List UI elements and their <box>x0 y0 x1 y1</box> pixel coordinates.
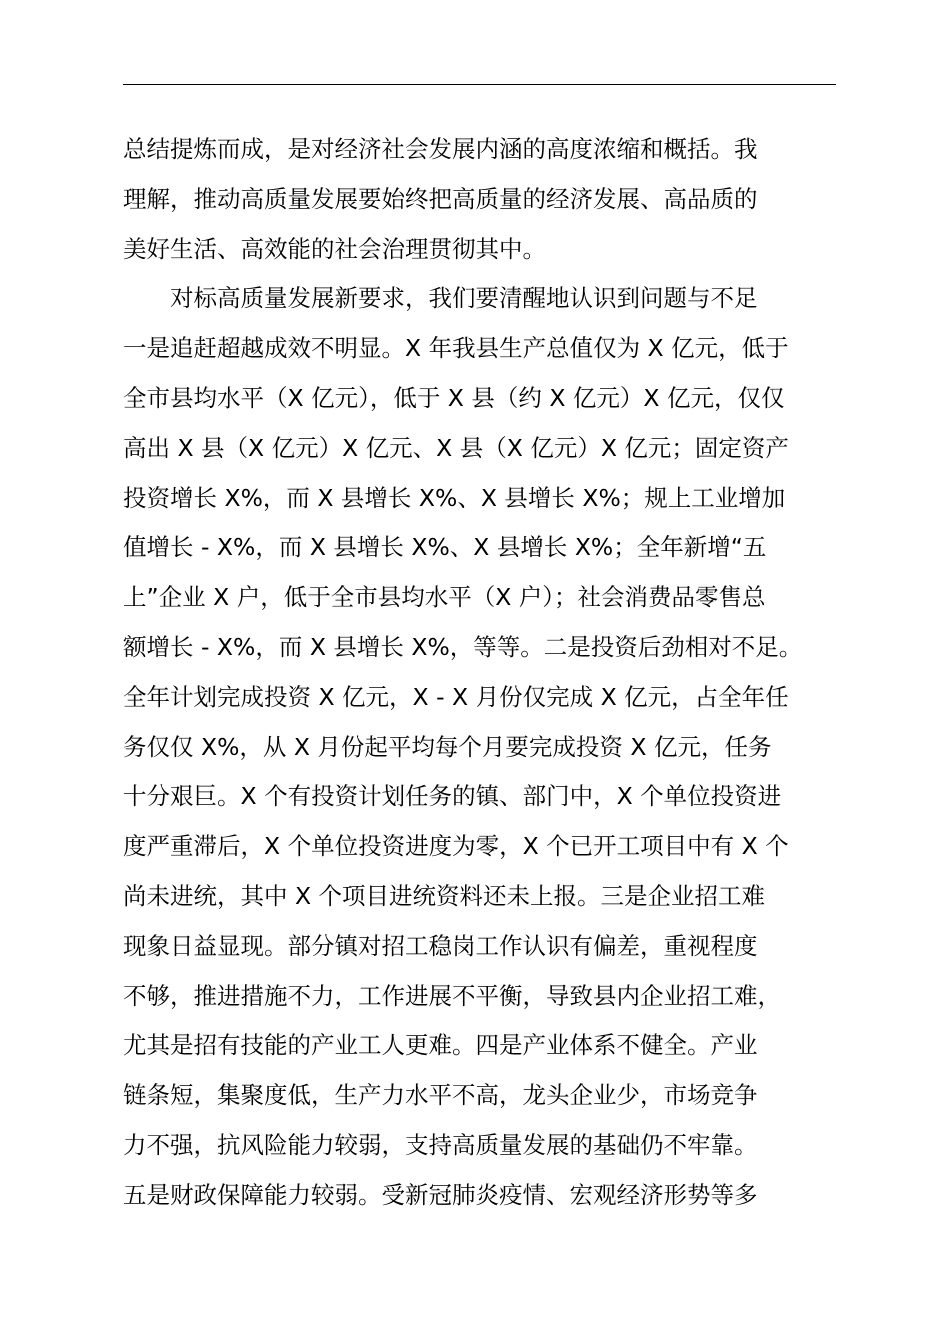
text-line: 高出 X 县（X 亿元）X 亿元、X 县（X 亿元）X 亿元；固定资产 <box>123 433 789 462</box>
text-line: 现象日益显现。部分镇对招工稳岗工作认识有偏差，重视程度 <box>123 931 758 960</box>
text-line: 额增长 - X%，而 X 县增长 X%，等等。二是投资后劲相对不足。 <box>123 632 803 661</box>
text-line: 不够，推进措施不力，工作进展不平衡，导致县内企业招工难， <box>123 981 781 1010</box>
body-text <box>123 125 863 1221</box>
text-line: 全市县均水平（X 亿元），低于 X 县（约 X 亿元）X 亿元，仅仅 <box>123 383 785 412</box>
text-line: 对标高质量发展新要求，我们要清醒地认识到问题与不足 <box>123 284 758 313</box>
text-line: 全年计划完成投资 X 亿元，X - X 月份仅完成 X 亿元，占全年任 <box>123 682 789 711</box>
text-line: 务仅仅 X%，从 X 月份起平均每个月要完成投资 X 亿元，任务 <box>123 732 772 761</box>
text-line: 投资增长 X%，而 X 县增长 X%、X 县增长 X%；规上工业增加 <box>123 483 786 512</box>
text-line: 度严重滞后，X 个单位投资进度为零，X 个已开工项目中有 X 个 <box>123 832 789 861</box>
text-line: 总结提炼而成，是对经济社会发展内涵的高度浓缩和概括。我 <box>123 135 758 163</box>
text-line: 理解，推动高质量发展要始终把高质量的经济发展、高品质的 <box>123 184 758 213</box>
text-line: 五是财政保障能力较弱。受新冠肺炎疫情、宏观经济形势等多 <box>123 1180 758 1209</box>
text-line: 值增长 - X%，而 X 县增长 X%、X 县增长 X%；全年新增“五 <box>123 533 767 562</box>
text-line: 美好生活、高效能的社会治理贯彻其中。 <box>123 234 546 263</box>
text-line: 力不强，抗风险能力较弱，支持高质量发展的基础仍不牢靠。 <box>123 1130 758 1159</box>
text-line: 链条短，集聚度低，生产力水平不高，龙头企业少，市场竞争 <box>123 1081 758 1110</box>
text-line: 尤其是招有技能的产业工人更难。四是产业体系不健全。产业 <box>123 1031 758 1060</box>
text-line: 一是追赶超越成效不明显。X 年我县生产总值仅为 X 亿元，低于 <box>123 334 789 363</box>
header-rule <box>123 84 836 85</box>
text-line: 十分艰巨。X 个有投资计划任务的镇、部门中，X 个单位投资进 <box>123 782 782 811</box>
text-line: 尚未进统，其中 X 个项目进统资料还未上报。三是企业招工难 <box>123 881 766 910</box>
text-line: 上”企业 X 户，低于全市县均水平（X 户）；社会消费品零售总 <box>123 583 766 612</box>
